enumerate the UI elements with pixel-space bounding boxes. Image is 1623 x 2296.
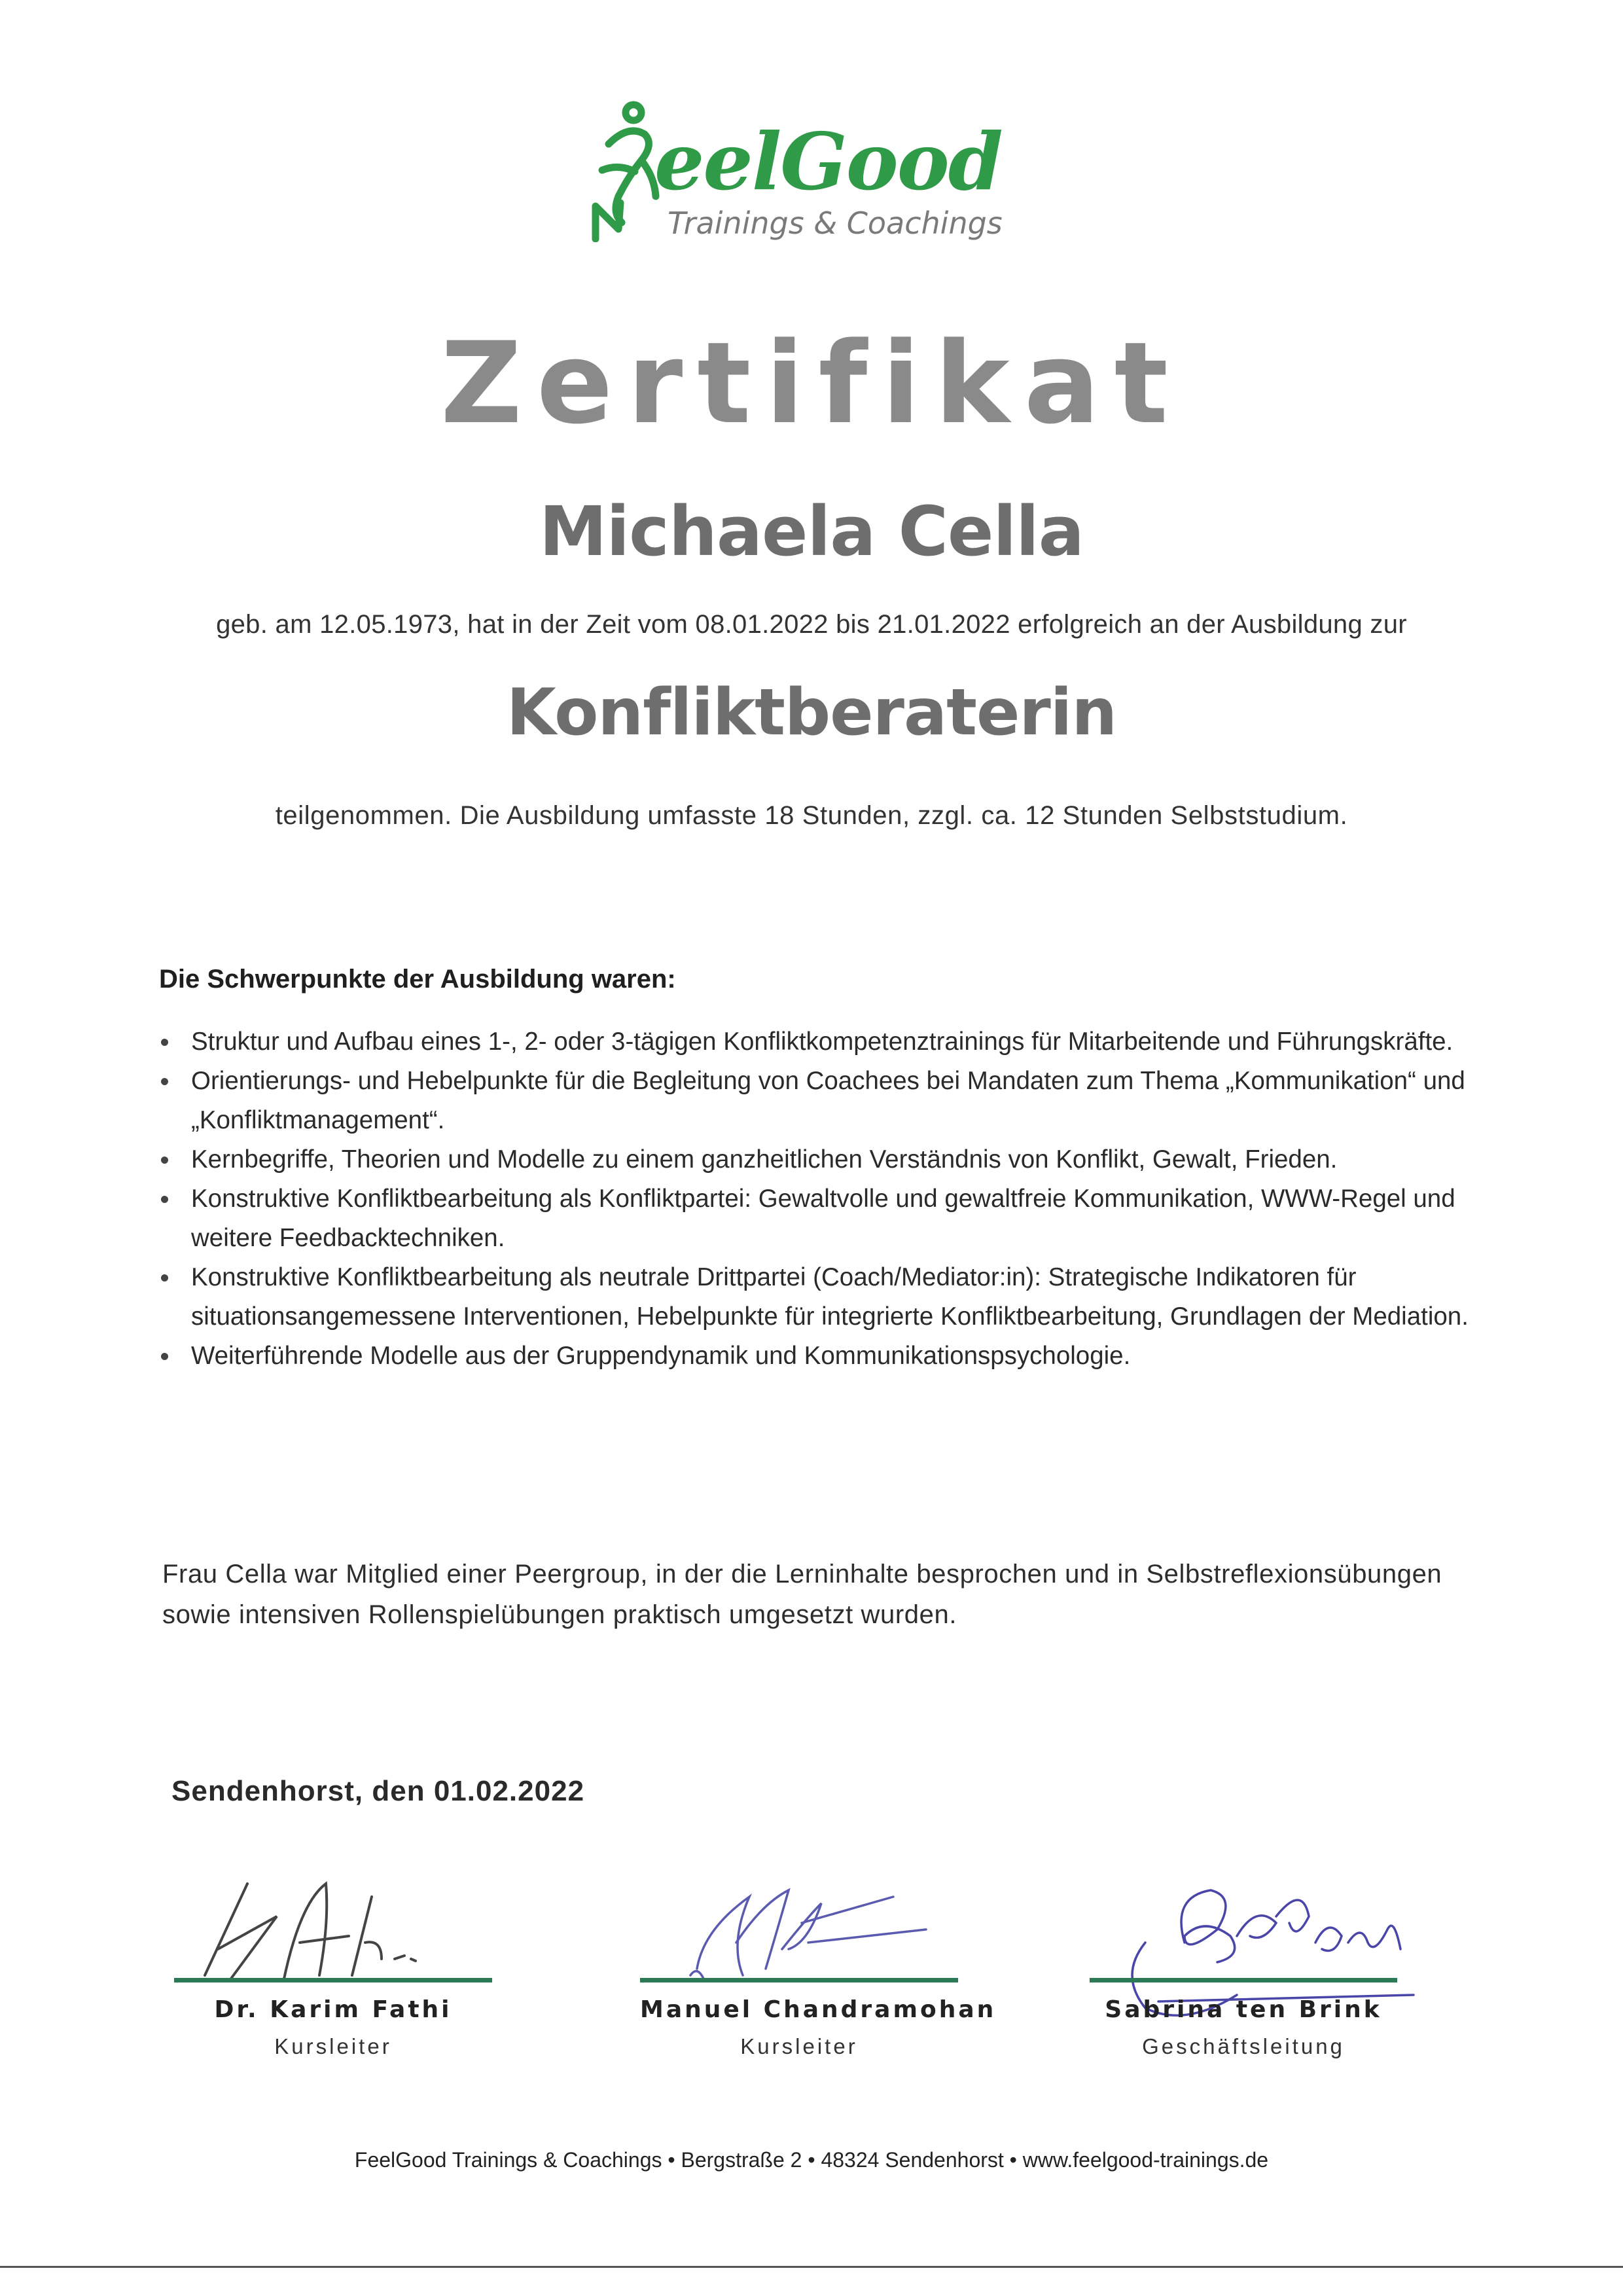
- list-item: [157, 1062, 1486, 1140]
- signatory-name: Dr. Karim Fathi: [214, 1996, 452, 2023]
- signature-line: [1090, 1978, 1397, 1982]
- bullet-icon: [161, 1353, 168, 1360]
- list-item: [157, 1258, 1486, 1336]
- list-item-text: Weiterführende Modelle aus der Gruppendynamik und Kommunikationspsychologie.: [191, 1342, 1131, 1370]
- list-item-text: Kernbegriffe, Theorien und Modelle zu einem ganzheitlichen Verständnis von Konflikt, Gewalt, Frieden.: [191, 1145, 1338, 1174]
- signature-block-3: [1090, 1844, 1397, 2058]
- signature-block-1: [174, 1844, 492, 2058]
- list-item: [157, 1336, 1486, 1376]
- bullet-icon: [161, 1157, 168, 1164]
- peergroup-text: Frau Cella war Mitglied einer Peergroup, in der die Lerninhalte besprochen und in Selbstreflexionsübungen sowie intensiven Rollenspielübungen praktisch umgesetzt wurden.: [162, 1560, 1442, 1629]
- place-and-date: Sendenhorst, den 01.02.2022: [171, 1775, 585, 1807]
- focus-heading: Die Schwerpunkte der Ausbildung waren:: [159, 965, 676, 994]
- list-item-text: Struktur und Aufbau eines 1-, 2- oder 3-tägigen Konfliktkompetenztrainings für Mitarbeitende und Führungskräfte.: [191, 1028, 1454, 1056]
- bullet-icon: [161, 1078, 168, 1085]
- list-item-text: Konstruktive Konfliktbearbeitung als neutrale Drittpartei (Coach/Mediator:in): Strategische Indikatoren für situationsangemessene Interventionen, Hebelpunkte für integrierte Konfliktbearbeitung, Grundlagen der Mediation.: [191, 1263, 1469, 1331]
- logo-wordmark: eelGood: [654, 116, 1002, 208]
- signature-block-2: [640, 1844, 997, 2058]
- course-title: Konfliktberaterin: [506, 675, 1117, 750]
- course-duration-text: teilgenommen. Die Ausbildung umfasste 18 Stunden, zzgl. ca. 12 Stunden Selbststudium.: [275, 801, 1348, 830]
- list-item-text: Orientierungs- und Hebelpunkte für die Begleitung von Coachees bei Mandaten zum Thema „Kommunikation“ und „Konfliktmanagement“.: [191, 1067, 1465, 1134]
- signatory-name: Manuel Chandramohan: [640, 1996, 997, 2023]
- bullet-icon: [161, 1039, 168, 1046]
- bullet-icon: [161, 1196, 168, 1203]
- focus-list: [157, 1022, 1486, 1376]
- logo-subtitle: Trainings & Coachings: [668, 206, 1003, 241]
- company-logo: [576, 92, 1021, 249]
- signature-line: [640, 1978, 958, 1982]
- bullet-icon: [161, 1274, 168, 1282]
- birth-and-period-text: geb. am 12.05.1973, hat in der Zeit vom 08.01.2022 bis 21.01.2022 erfolgreich an der Ausbildung zur: [216, 610, 1407, 639]
- signatory-role: Geschäftsleitung: [1142, 2034, 1345, 2058]
- recipient-name: Michaela Cella: [539, 492, 1084, 571]
- list-item: [157, 1022, 1486, 1062]
- signatory-name: Sabrina ten Brink: [1105, 1996, 1382, 2023]
- certificate-title: Zertifikat: [440, 317, 1183, 449]
- list-item: [157, 1179, 1486, 1258]
- list-item: [157, 1140, 1486, 1179]
- signatory-role: Kursleiter: [274, 2034, 392, 2058]
- handwritten-signature: [640, 1844, 980, 1982]
- scan-edge-divider: [0, 2266, 1623, 2268]
- list-item-text: Konstruktive Konfliktbearbeitung als Konfliktpartei: Gewaltvolle und gewaltfreie Kommunikation, WWW-Regel und weitere Feedbacktechniken.: [191, 1185, 1455, 1252]
- handwritten-signature: [174, 1844, 514, 1982]
- handwritten-signature: [1090, 1844, 1430, 1982]
- signature-line: [174, 1978, 492, 1982]
- footer-address: FeelGood Trainings & Coachings • Bergstraße 2 • 48324 Sendenhorst • www.feelgood-trainings.de: [354, 2148, 1269, 2172]
- signatory-role: Kursleiter: [740, 2034, 858, 2058]
